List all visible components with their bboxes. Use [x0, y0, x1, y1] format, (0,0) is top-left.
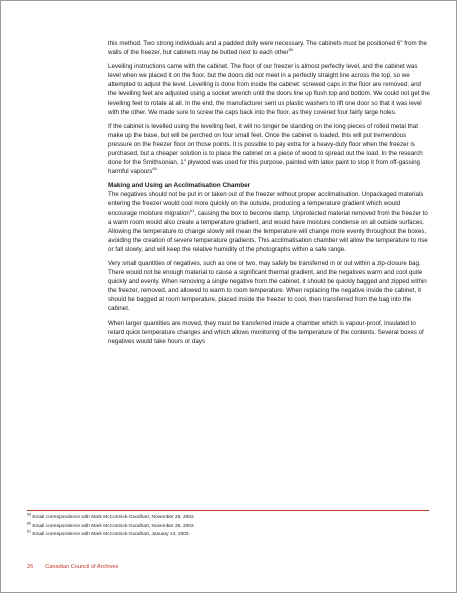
footnote-number: 60: [27, 521, 31, 525]
paragraph: Levelling instructions came with the cabinet. The floor of our freezer is almost perfectly level, and the cabinet was level when we placed it on the floor, but the doors did not meet in a perfectly straight line across the top, so we attempted to adjust the level. Levelling is done from inside the cabinet: screwed caps in the floor are removed, and the levelling feet are adjusted using a socket wrench until the doors line up flush top and bottom. We could not get the levelling feet to rotate at all. In the end, the manufacturer sent us plastic washers to lift one door so that it was level with the other. We made sure to screw the caps back into the floor, as they covered four fairly large holes.: [108, 63, 430, 116]
footnote-divider: [27, 510, 429, 511]
footnote-number: 59: [27, 512, 31, 517]
footnote: $^{59}$ Email correspondence with Mark McCormick-Goodhart, November 26, 2002.: [27, 512, 195, 520]
page-number: 26: [27, 564, 34, 570]
footnote: $^{60}$ Email correspondence with Mark McCormick-Goodhart, November 26, 2002.: [27, 521, 195, 529]
section-heading: Making and Using an Acclimatisation Chamber: [108, 182, 251, 190]
paragraph: When larger quantities are moved, they must be transferred inside a chamber which is vapour-proof, insulated to retard quick temperature changes and which allows monitoring of the temperature of the contents. Several boxes of negatives would take hours or days: [108, 319, 424, 345]
page-footer: [27, 564, 118, 570]
body-text: [108, 39, 430, 351]
footnote-ref: 60: [152, 166, 157, 172]
footnote-number: 61: [27, 529, 31, 534]
footnote-ref: 61: [189, 207, 195, 213]
paragraph: If the cabinet is levelled using the levelling feet, it will no longer be standing on the long pieces of rolled metal that make up the base, but will be perched on four small feet. Once the cabinet is loaded, this will put tremendous pressure on the freezer floor on those points. It is possible to pay extra for a heavy-duty floor when the freezer is purchased, but a cheaper solution is to place the cabinet on a piece of wood to spread out the load. In the research done for the Smithsonian, 1" plywood was used for this purpose, painted with latex paint to stop it from off-gassing harmful vapours$^{60}$: [108, 122, 423, 176]
paragraph: this method. Two strong individuals and a padded dolly were necessary. The cabinets must be positioned 6" from the walls of the freezer, but cabinets may be butted next to each other$^{59}$: [108, 40, 427, 57]
paragraph: The negatives should not be put in or taken out of the freezer without proper acclimatisation. Unpackaged materials entering the freezer would cool more quickly on the outside, producing a temperature gradient which would encourage moisture migration$^{61}$, causing the box to become damp. Unprotected material removed from the freezer to a warm room would also create a temperature gradient, and would have moisture condense on all outside surfaces. Allowing the temperature to change slowly will mean the temperature will change more evenly throughout the boxes, avoiding the creation of severe temperature gradients. This acclimatisation chamber will allow the temperature to rise or fall slowly, and will keep the relative humidity of the photographs within a safe range.: [108, 191, 428, 253]
paragraph: Very small quantities of negatives, such as one or two, may safely be transferred in or out within a zip-closure bag. There would not be enough material to cause a significant thermal gradient, and the negatives warm and cool quite quickly and evenly. When removing a single negative from the cabinet, it should be quickly bagged and zipped within the freezer, removed, and allowed to warm to room temperature. When replacing the negative inside the cabinet, it should be bagged at room temperature, placed inside the freezer to cool, then transferred from the bag into the cabinet.: [108, 259, 427, 313]
footnotes: [27, 514, 429, 540]
footnote-ref: 59: [288, 47, 294, 53]
publisher-name: Canadian Council of Archives: [45, 564, 119, 570]
footnote: $^{61}$ Email correspondence with Mark McCormick-Goodhart, January 13, 2003.: [27, 529, 190, 538]
